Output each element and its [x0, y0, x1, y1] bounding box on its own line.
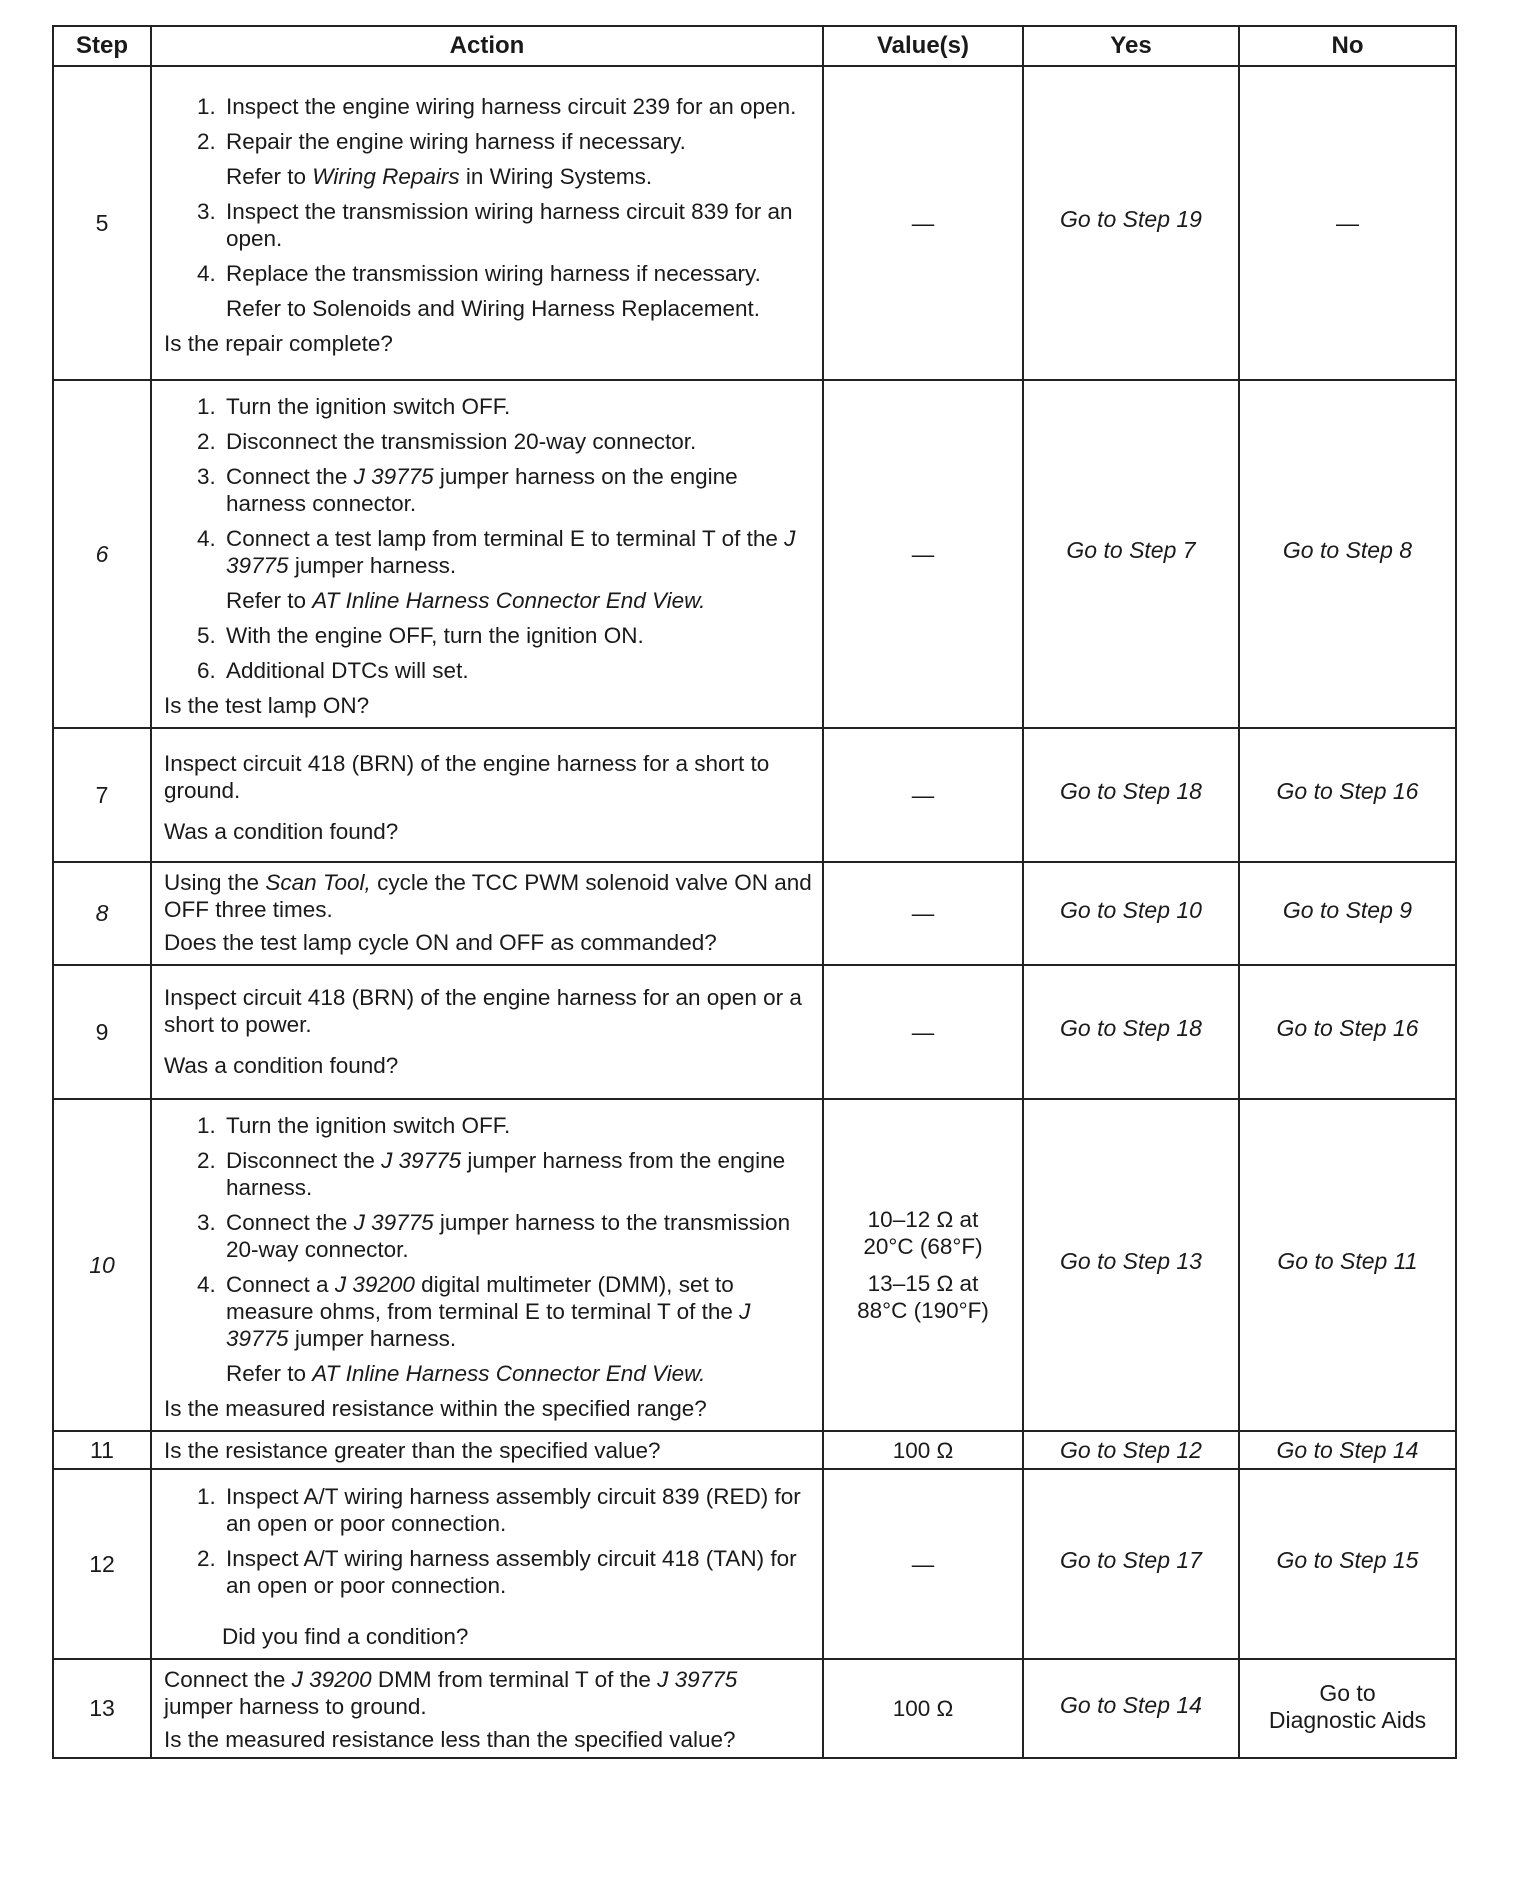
value-cell: —: [823, 66, 1023, 380]
yes-cell: Go to Step 10: [1023, 862, 1239, 965]
value-cell: —: [823, 965, 1023, 1099]
table-row: [53, 1469, 1456, 1659]
action-text: Inspect circuit 418 (BRN) of the engine harness for an open or a short to power.: [164, 984, 802, 1037]
step-number: 11: [53, 1431, 151, 1469]
no-cell: Go to Step 11: [1239, 1099, 1456, 1431]
yes-cell: Go to Step 18: [1023, 728, 1239, 862]
no-cell: Go to Step 16: [1239, 728, 1456, 862]
table-row: [53, 728, 1456, 862]
yes-cell: Go to Step 12: [1023, 1431, 1239, 1469]
action-list: [164, 93, 812, 322]
question: Was a condition found?: [164, 818, 399, 844]
reference-note: Refer to Solenoids and Wiring Harness Replacement.: [226, 296, 761, 321]
step-number: 9: [53, 965, 151, 1099]
no-cell: —: [1239, 66, 1456, 380]
table-row: [53, 1431, 1456, 1469]
no-cell: Go to Step 14: [1239, 1431, 1456, 1469]
action-item: 6. Additional DTCs will set.: [222, 657, 812, 684]
table-row: [53, 66, 1456, 380]
value-cell: 100 Ω: [823, 1431, 1023, 1469]
header-row: [53, 26, 1456, 66]
action-item: 3. Connect the J 39775 jumper harness on the engine harness connector.: [222, 463, 812, 517]
reference-note: Refer to Wiring Repairs in Wiring Systems.: [226, 164, 653, 189]
action-list: [164, 1112, 812, 1387]
no-cell: Go to Step 9: [1239, 862, 1456, 965]
action-list: [164, 393, 812, 684]
step-number: 10: [53, 1099, 151, 1431]
action-cell: [151, 66, 823, 380]
yes-cell: Go to Step 13: [1023, 1099, 1239, 1431]
action-item: 2. Disconnect the transmission 20-way connector.: [222, 428, 812, 455]
spec-range-hot: 13–15 Ω at 88°C (190°F): [857, 1271, 989, 1323]
action-cell: [151, 1431, 823, 1469]
action-cell: [151, 965, 823, 1099]
action-list: [164, 1483, 812, 1599]
action-item: 1. Inspect A/T wiring harness assembly circuit 839 (RED) for an open or poor connection.: [222, 1483, 812, 1537]
step-number: 8: [53, 862, 151, 965]
question: Did you find a condition?: [222, 1623, 469, 1649]
action-item: 2. Repair the engine wiring harness if necessary. Refer to Wiring Repairs in Wiring Systems.: [222, 128, 812, 190]
header-values: Value(s): [823, 26, 1023, 66]
yes-cell: Go to Step 17: [1023, 1469, 1239, 1659]
question: Does the test lamp cycle ON and OFF as commanded?: [164, 930, 717, 955]
value-cell: [823, 1099, 1023, 1431]
action-item: 5. With the engine OFF, turn the ignition ON.: [222, 622, 812, 649]
table-row: [53, 1099, 1456, 1431]
header-action: Action: [151, 26, 823, 66]
question: Is the measured resistance less than the specified value?: [164, 1727, 736, 1752]
action-cell: [151, 1099, 823, 1431]
yes-cell: Go to Step 7: [1023, 380, 1239, 728]
step-number: 6: [53, 380, 151, 728]
no-cell: Go to Step 16: [1239, 965, 1456, 1099]
action-item: 3. Inspect the transmission wiring harness circuit 839 for an open.: [222, 198, 812, 252]
action-item: 2. Disconnect the J 39775 jumper harness from the engine harness.: [222, 1147, 812, 1201]
action-item: 4. Replace the transmission wiring harness if necessary. Refer to Solenoids and Wiring Harness Replacement.: [222, 260, 812, 322]
value-cell: —: [823, 862, 1023, 965]
action-cell: [151, 1659, 823, 1758]
action-item: 1. Inspect the engine wiring harness circuit 239 for an open.: [222, 93, 812, 120]
action-text: Using the Scan Tool, cycle the TCC PWM solenoid valve ON and OFF three times.: [164, 870, 812, 922]
question: Was a condition found?: [164, 1052, 399, 1078]
step-number: 7: [53, 728, 151, 862]
action-item: 3. Connect the J 39775 jumper harness to the transmission 20-way connector.: [222, 1209, 812, 1263]
action-item: 1. Turn the ignition switch OFF.: [222, 393, 812, 420]
spec-range-cold: 10–12 Ω at 20°C (68°F): [863, 1207, 983, 1259]
reference-note: Refer to AT Inline Harness Connector End View.: [226, 1361, 706, 1386]
reference-note: Refer to AT Inline Harness Connector End View.: [226, 588, 706, 613]
action-text: Inspect circuit 418 (BRN) of the engine harness for a short to ground.: [164, 750, 770, 803]
no-cell: Go to Step 15: [1239, 1469, 1456, 1659]
header-no: No: [1239, 26, 1456, 66]
yes-cell: Go to Step 18: [1023, 965, 1239, 1099]
header-step: Step: [53, 26, 151, 66]
value-cell: —: [823, 380, 1023, 728]
question: Is the measured resistance within the specified range?: [164, 1396, 707, 1421]
action-text: Connect the J 39200 DMM from terminal T of the J 39775 jumper harness to ground.: [164, 1667, 738, 1719]
step-number: 13: [53, 1659, 151, 1758]
action-item: 4. Connect a test lamp from terminal E to terminal T of the J 39775 jumper harness. Refer to AT Inline Harness Connector End View.: [222, 525, 812, 614]
header-yes: Yes: [1023, 26, 1239, 66]
table-row: [53, 965, 1456, 1099]
action-item: 4. Connect a J 39200 digital multimeter (DMM), set to measure ohms, from terminal E to terminal T of the J 39775 jumper harness. Refer to AT Inline Harness Connector End View.: [222, 1271, 812, 1387]
step-number: 12: [53, 1469, 151, 1659]
question: Is the repair complete?: [164, 331, 393, 356]
action-item: 2. Inspect A/T wiring harness assembly circuit 418 (TAN) for an open or poor connection.: [222, 1545, 812, 1599]
question: Is the test lamp ON?: [164, 693, 370, 718]
yes-cell: Go to Step 19: [1023, 66, 1239, 380]
action-cell: [151, 1469, 823, 1659]
diagnostic-table: [52, 25, 1457, 1759]
yes-cell: Go to Step 14: [1023, 1659, 1239, 1758]
action-cell: [151, 728, 823, 862]
value-cell: —: [823, 1469, 1023, 1659]
action-cell: [151, 380, 823, 728]
table-row: [53, 1659, 1456, 1758]
no-cell: Go to Diagnostic Aids: [1239, 1659, 1456, 1758]
step-number: 5: [53, 66, 151, 380]
no-cell: Go to Step 8: [1239, 380, 1456, 728]
value-cell: —: [823, 728, 1023, 862]
action-item: 1. Turn the ignition switch OFF.: [222, 1112, 812, 1139]
table-row: [53, 380, 1456, 728]
table-row: [53, 862, 1456, 965]
value-cell: 100 Ω: [823, 1659, 1023, 1758]
action-cell: [151, 862, 823, 965]
question: Is the resistance greater than the specified value?: [164, 1437, 661, 1463]
